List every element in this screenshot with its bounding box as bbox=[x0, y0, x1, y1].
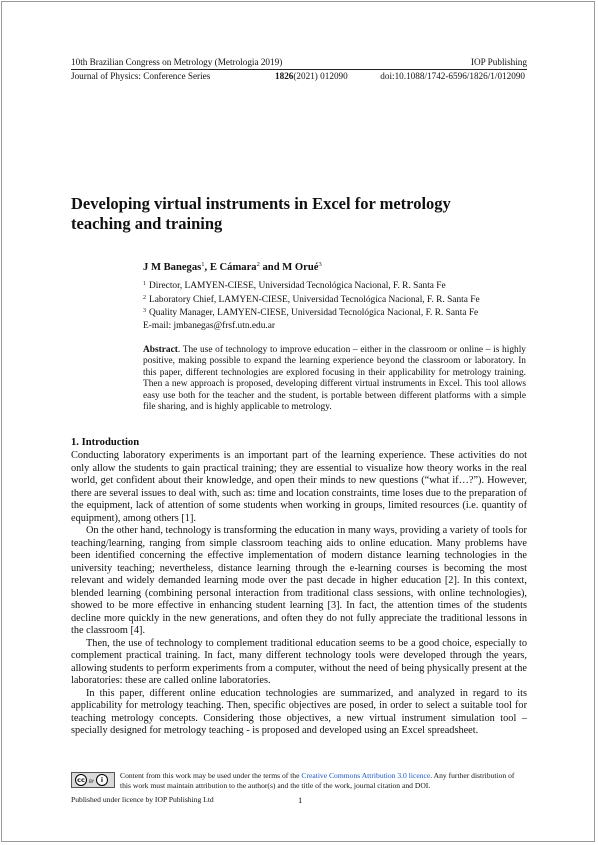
doi: doi:10.1088/1742-6596/1826/1/012090 bbox=[380, 71, 525, 81]
affiliation-text: Laboratory Chief, LAMYEN-CIESE, Universidad Tecnológica Nacional, F. R. Santa Fe bbox=[149, 294, 480, 305]
conference-name: 10th Brazilian Congress on Metrology (Metrologia 2019) bbox=[71, 57, 283, 67]
author-list bbox=[143, 261, 322, 273]
journal-name: Journal of Physics: Conference Series bbox=[71, 71, 211, 81]
page-number: 1 bbox=[298, 795, 303, 805]
section-body bbox=[71, 450, 527, 738]
attribution-icon: i bbox=[96, 774, 108, 786]
affiliation bbox=[143, 306, 480, 320]
author-separator: , bbox=[204, 262, 210, 273]
volume-info bbox=[275, 71, 348, 82]
author-separator: and bbox=[259, 262, 283, 273]
body-paragraph: Conducting laboratory experiments is an important part of the learning experience. These activities do not only allow the students to gain practical training; they are essential to visualize how theory works in the real world, get confident about their knowledge, and open their minds to new questions (“what if…?”). However, there are several issues to deal with, such as: time and location constraints, time loses due to the preparation of the equipment, lack of attention of some students when working in groups, limited resources (i.e. quantity of equipment), among others [1]. bbox=[71, 450, 527, 524]
affiliation-text: Director, LAMYEN-CIESE, Universidad Tecnológica Nacional, F. R. Santa Fe bbox=[149, 281, 446, 291]
author-name: M Orué bbox=[282, 262, 319, 273]
author-sup: 3 bbox=[318, 261, 322, 268]
affiliation-sup: 2 bbox=[143, 294, 146, 301]
affiliation-list bbox=[143, 279, 480, 320]
license-pre: Content from this work may be used under the terms of the bbox=[120, 771, 302, 780]
by-label: BY bbox=[89, 779, 94, 784]
license-text bbox=[120, 771, 527, 791]
author-name: E Cámara bbox=[209, 262, 257, 273]
cc-icon: cc bbox=[75, 774, 87, 786]
body-paragraph: In this paper, different online education technologies are summarized, and analyzed in regard to its applicability for metrology teaching. Then, specific objectives are posed, in order to select a suitable tool for teaching metrology concepts. Considering those objectives, a new virtual instrument simulation tool – specially designed for metrology teaching - is proposed and developed using an Excel spreadsheet. bbox=[71, 687, 527, 736]
year-article: (2021) 012090 bbox=[293, 71, 348, 81]
abstract bbox=[143, 345, 526, 413]
paper-title: Developing virtual instruments in Excel for metrology teaching and training bbox=[71, 194, 451, 233]
author-sup: 1 bbox=[201, 261, 205, 268]
body-paragraph: On the other hand, technology is transforming the education in many ways, providing a variety of tools for teaching/learning, ranging from simple classroom teaching aids to online education. Many problems have been identified concerning the effective implementation of modern distance learning technologies in the university teaching; nevertheless, distance learning through the e-learning courses is becoming the most relevant and widely demanded learning mode over the past decade in higher education [2]. In this context, blended learning (combining personal interaction from traditional class sessions, with online technologies), showed to be more effective in enhancing student learning [3]. In fact, the attention times of the students decline more quickly in the new generations, and often they do not fully appreciate the traditional lessons in the classroom [4]. bbox=[71, 525, 527, 636]
section-heading: 1. Introduction bbox=[71, 437, 140, 448]
running-header-bottom bbox=[71, 71, 527, 82]
body-paragraph: Then, the use of technology to complement traditional education seems to be a good choice, especially to complement practical training. In fact, many different technology tools were developed through the years, allowing students to perform experiments from a computer, without the need of being physically present at the laboratories: these are called online laboratories. bbox=[71, 637, 527, 686]
affiliation-sup: 1 bbox=[143, 281, 146, 287]
license-post: . Any further distribution of this work must maintain attribution to the author(s) and the title of the work, journal citation and DOI. bbox=[120, 771, 515, 790]
contact-email: E-mail: jmbanegas@frsf.utn.edu.ar bbox=[143, 321, 276, 331]
publisher-name: IOP Publishing bbox=[470, 57, 527, 67]
affiliation bbox=[143, 293, 480, 307]
cc-by-logo-icon bbox=[71, 772, 115, 788]
author-sup: 2 bbox=[256, 261, 260, 268]
affiliation-sup: 3 bbox=[143, 308, 146, 315]
license-link[interactable]: Creative Commons Attribution 3.0 licence bbox=[301, 771, 431, 780]
published-notice: Published under licence by IOP Publishing Ltd bbox=[71, 795, 214, 804]
running-header-top bbox=[71, 57, 527, 70]
affiliation-text: Quality Manager, LAMYEN-CIESE, Universidad Tecnológica Nacional, F. R. Santa Fe bbox=[149, 308, 479, 319]
author-name: J M Banegas bbox=[143, 262, 202, 273]
abstract-text: . The use of technology to improve education – either in the classroom or online – is highly positive, making possible to expand the learning experience beyond the classroom or laboratory. In this paper, different technologies are explored focusing in their applicability for metrology training. Then a new approach is proposed, developing different virtual instruments in Excel. This tool allows easy use both for the teacher and the student, is portable between different platforms with a simple file sharing, and is highly applicable to metrology. bbox=[143, 345, 526, 413]
affiliation bbox=[143, 279, 480, 293]
volume-number: 1826 bbox=[275, 71, 294, 81]
abstract-label: Abstract bbox=[143, 345, 178, 355]
